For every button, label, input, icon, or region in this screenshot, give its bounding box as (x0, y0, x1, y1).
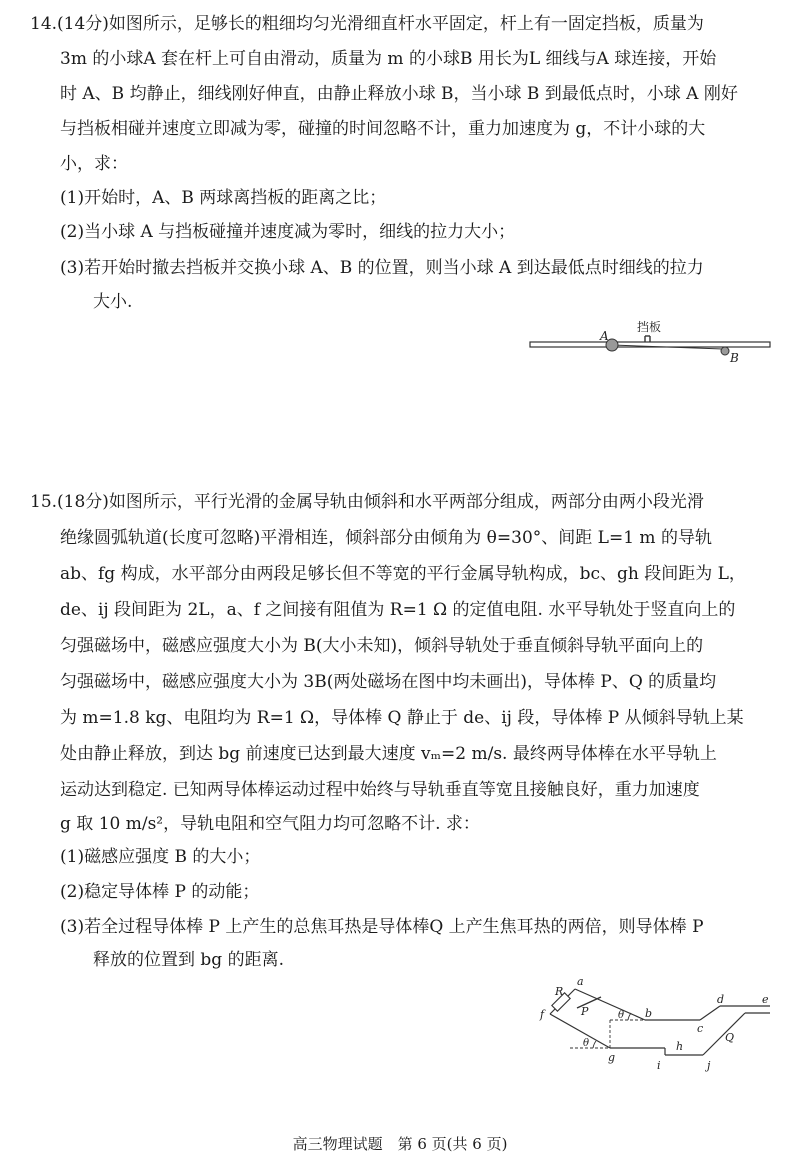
q15-line-3: ab、fg 构成，水平部分由两段足够长但不等宽的平行金属导轨构成，bc、gh 段间距为 L， (60, 564, 746, 584)
label-d: d (717, 993, 725, 1006)
q14-line-2: 3m 的小球A 套在杆上可自由滑动，质量为 m 的小球B 用长为L 细线与A 球连接，开始 (60, 49, 717, 69)
q15-line-6: 匀强磁场中，磁感应强度大小为 3B(两处磁场在图中均未画出)，导体棒 P、Q 的质量均 (60, 672, 717, 692)
q15-line-5: 匀强磁场中，磁感应强度大小为 B(大小未知)，倾斜导轨处于垂直倾斜导轨平面向上的 (60, 636, 704, 656)
label-theta-2: θ (583, 1038, 590, 1049)
label-h: h (676, 1040, 684, 1053)
label-ball-b: B (730, 351, 739, 365)
label-baffle: 挡板 (637, 320, 662, 334)
label-e: e (762, 993, 769, 1006)
q15-line-4: de、ij 段间距为 2L，a、f 之间接有阻值为 R=1 Ω 的定值电阻. 水平导轨处于竖直向上的 (60, 600, 736, 620)
label-theta-1: θ (618, 1010, 625, 1021)
q14-subquestion-3: (3)若开始时撤去挡板并交换小球 A、B 的位置，则当小球 A 到达最低点时细线的拉力 (60, 258, 704, 278)
label-ball-a: A (600, 329, 609, 343)
label-a: a (577, 975, 584, 988)
label-f: f (540, 1008, 545, 1021)
q15-line-9: 运动达到稳定. 已知两导体棒运动过程中始终与导轨垂直等宽且接触良好，重力加速度 (60, 780, 700, 800)
label-g: g (608, 1051, 616, 1064)
q14-line-3: 时 A、B 均静止，细线刚好伸直，由静止释放小球 B，当小球 B 到最低点时，小球 A 刚好 (60, 84, 738, 104)
q15-subquestion-3: (3)若全过程导体棒 P 上产生的总焦耳热是导体棒Q 上产生焦耳热的两倍，则导体棒 P (60, 917, 704, 937)
label-c: c (697, 1022, 704, 1035)
ball-b (721, 347, 729, 355)
q14-line-1: 14.(14分)如图所示，足够长的粗细均匀光滑细直杆水平固定，杆上有一固定挡板，质量为 (30, 14, 704, 34)
q14-subquestion-2: (2)当小球 A 与挡板碰撞并速度减为零时，细线的拉力大小； (60, 222, 516, 242)
page-footer: 高三物理试题 第 6 页(共 6 页) (292, 1135, 508, 1153)
label-q: Q (725, 1031, 735, 1044)
q15-line-8: 处由静止释放，到达 bg 前速度已达到最大速度 vₘ=2 m/s. 最终两导体棒在水平导轨上 (60, 744, 717, 764)
label-b: b (645, 1007, 653, 1020)
q15-line-10: g 取 10 m/s²，导轨电阻和空气阻力均可忽略不计. 求： (60, 814, 480, 834)
label-r: R (555, 985, 564, 998)
q15-line-2: 绝缘圆弧轨道(长度可忽略)平滑相连，倾斜部分由倾角为 θ=30°、间距 L=1 m 的导轨 (60, 528, 712, 548)
q15-subquestion-1: (1)磁感应强度 B 的大小； (60, 847, 261, 867)
q14-line-5: 小，求： (60, 154, 128, 174)
q15-line-7: 为 m=1.8 kg、电阻均为 R=1 Ω，导体棒 Q 静止于 de、ij 段，导体棒 P 从倾斜导轨上某 (60, 708, 744, 728)
q15-figure (535, 975, 775, 1075)
label-i: i (657, 1059, 661, 1072)
q14-figure (525, 318, 775, 368)
q14-subquestion-1: (1)开始时，A、B 两球离挡板的距离之比； (60, 188, 387, 208)
q15-line-1: 15.(18分)如图所示，平行光滑的金属导轨由倾斜和水平两部分组成，两部分由两小段光滑 (30, 492, 704, 512)
label-j: j (707, 1059, 711, 1072)
q14-line-4: 与挡板相碰并速度立即减为零，碰撞的时间忽略不计，重力加速度为 g，不计小球的大 (60, 119, 706, 139)
q14-subquestion-3-continued: 大小. (93, 292, 133, 312)
label-p: P (581, 1005, 589, 1018)
q15-subquestion-2: (2)稳定导体棒 P 的动能； (60, 882, 260, 902)
q15-subquestion-3-continued: 释放的位置到 bg 的距离. (93, 950, 284, 970)
